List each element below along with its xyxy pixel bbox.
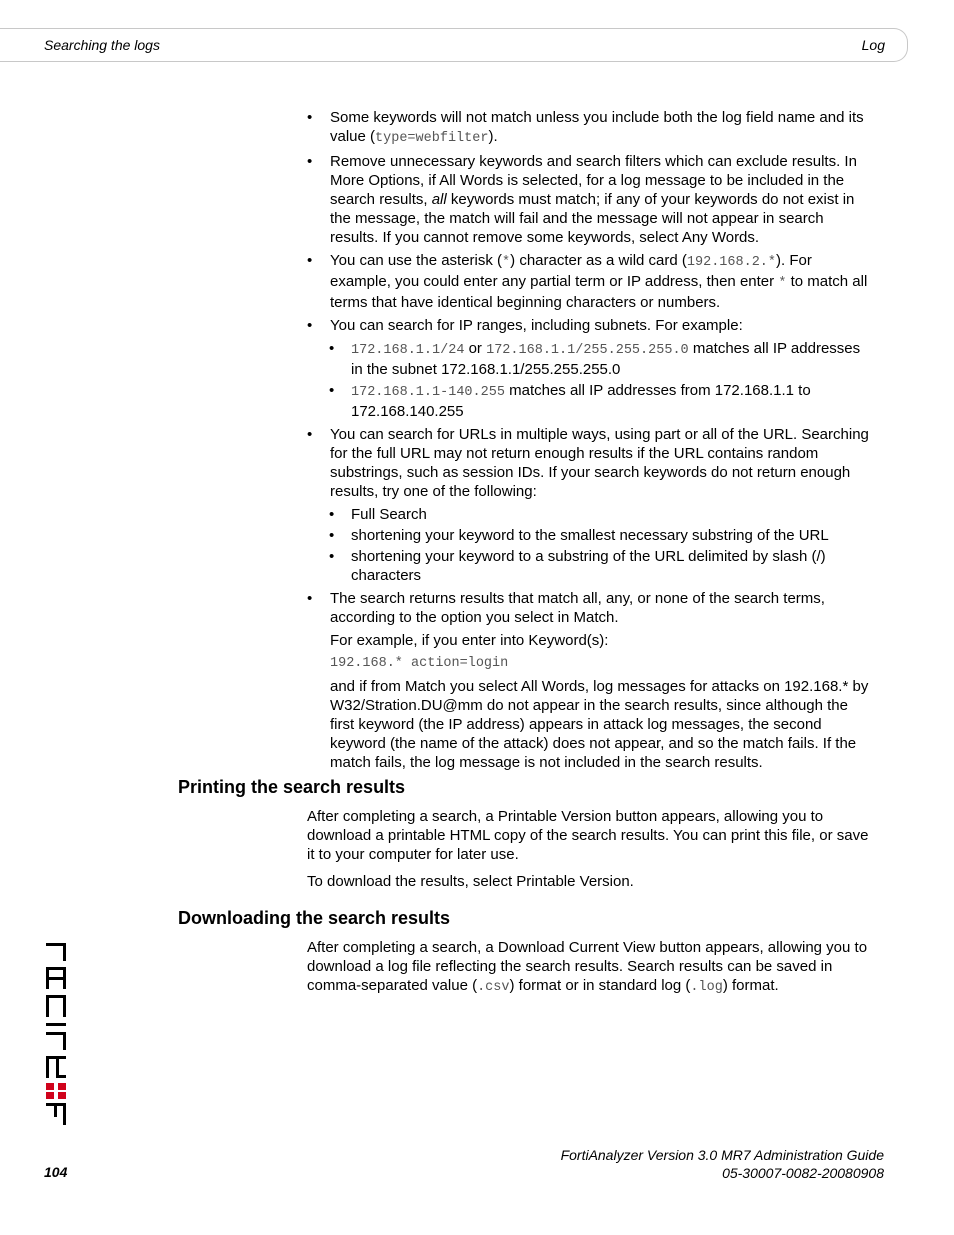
sub-list-item: • Full Search	[329, 505, 869, 524]
page-header	[0, 28, 908, 62]
page-number: 104	[44, 1164, 68, 1180]
example-code: 192.168.* action=login	[330, 656, 509, 671]
printing-instruction: To download the results, select Printable Version.	[307, 873, 634, 890]
downloading-section	[307, 938, 869, 1005]
header-section-title: Searching the logs	[44, 37, 160, 53]
list-item: • The search returns results that match all, any, or none of the search terms, according to the option you select in Match.	[307, 589, 869, 627]
downloading-heading: Downloading the search results	[178, 908, 451, 928]
list-item: • Some keywords will not match unless you include both the log field name and its value (type=webfilter).	[307, 108, 869, 148]
example-intro: For example, if you enter into Keyword(s):	[330, 632, 609, 649]
sub-list-item: • 172.168.1.1/24 or 172.168.1.1/255.255.255.0 matches all IP addresses in the subnet 172.168.1.1/255.255.255.0	[329, 339, 869, 379]
printing-paragraph: After completing a search, a Printable Version button appears, allowing you to download a printable HTML copy of the search results. You can print this file, or save it to your computer for later use.	[307, 808, 869, 863]
list-item: • You can use the asterisk (*) character as a wild card (192.168.2.*). For example, you could enter any partial term or IP address, then enter * to match all terms that have identical beginning characters or numbers.	[307, 251, 869, 312]
list-item: • Remove unnecessary keywords and search filters which can exclude results. In More Options, if All Words is selected, for a log message to be included in the search results, all keywords must match; if any of your keywords do not exist in the message, the match will fail and the message will not appear in search results. If you cannot remove some keywords, select Any Words.	[307, 152, 869, 247]
downloading-paragraph: After completing a search, a Download Current View button appears, allowing you to download a log file reflecting the search results. Search results can be saved in comma-separated value (.csv) format or in standard log (.log) format.	[307, 939, 868, 995]
search-tips-list	[307, 108, 869, 776]
list-item: • You can search for IP ranges, including subnets. For example:	[307, 316, 869, 335]
sub-list-item: • shortening your keyword to the smallest necessary substring of the URL	[329, 526, 869, 545]
printing-section	[307, 807, 869, 899]
sub-list-item: • shortening your keyword to a substring of the URL delimited by slash (/) characters	[329, 547, 869, 585]
footer-doc-number: 05-30007-0082-20080908	[722, 1165, 884, 1181]
footer-title: FortiAnalyzer Version 3.0 MR7 Administration Guide	[560, 1147, 884, 1163]
printing-heading: Printing the search results	[178, 777, 406, 797]
list-item: • You can search for URLs in multiple ways, using part or all of the URL. Searching for the full URL may not return enough results if the URL contains random substrings, such as session IDs. If your search keywords do not return enough results, try one of the following:	[307, 425, 869, 501]
footer-info	[561, 1146, 884, 1182]
header-chapter-title: Log	[861, 37, 885, 53]
fortinet-logo	[46, 941, 68, 1126]
example-explanation: and if from Match you select All Words, log messages for attacks on 192.168.* by W32/Stration.DU@mm do not appear in the search results, since although the first keyword (the IP address) appears in attack log messages, the second keyword (the name of the attack) does not appear, and so the match fails. If the match fails, the log message is not included in the search results.	[330, 678, 869, 771]
sub-list-item: • 172.168.1.1-140.255 matches all IP addresses from 172.168.1.1 to 172.168.140.255	[329, 381, 869, 421]
